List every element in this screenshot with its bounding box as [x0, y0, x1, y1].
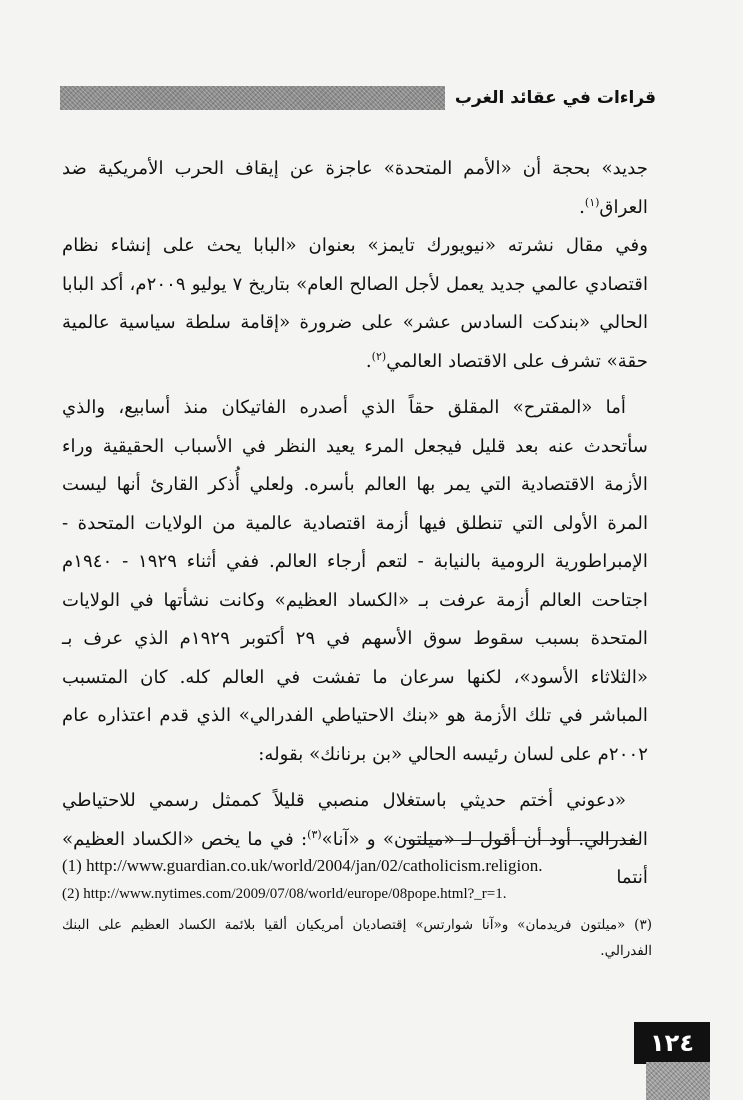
footnote-2: (2) http://www.nytimes.com/2009/07/08/world/europe/08pope.html?_r=1. — [62, 886, 507, 902]
footnote-separator — [404, 840, 638, 841]
body-text — [62, 150, 648, 898]
paragraph-2 — [62, 227, 648, 381]
paragraph-1-end: . — [579, 196, 585, 218]
page-number: ١٢٤ — [634, 1022, 710, 1064]
footnotes — [62, 852, 652, 964]
page-number-tab — [646, 1062, 710, 1100]
paragraph-2-end: . — [365, 350, 372, 372]
paragraph-3: أما «المقترح» المقلق حقاً الذي أصدره الفاتيكان منذ أسابيع، والذي سأتحدث عنه بعد قليل فيجعل المرء يعيد النظر في الأسباب الحقيقية وراء الأزمة الاقتصادية التي يمر بها العالم بأسره. ولعلي أُذكر القارئ أنها ليست المرة الأولى التي تنطلق فيها أزمة اقتصادية عالمية من الولايات المتحدة - الإمبراطورية الرومية بالنيابة - لتعم أرجاء العالم. ففي أثناء ١٩٢٩ - ١٩٤٠م اجتاحت العالم أزمة عرفت بـ «الكساد العظيم» وكانت نشأتها في الولايات المتحدة بسبب سقوط سوق الأسهم في ٢٩ أكتوبر ١٩٢٩م الذي عرف بـ «الثلاثاء الأسود»، لكنها سرعان ما تفشت في العالم كله. كان المتسبب المباشر في تلك الأزمة هو «بنك الاحتياطي الفدرالي» الذي قدم اعتذاره عام ٢٠٠٢م على لسان رئيسه الحالي «بن برنانك» بقوله: — [62, 397, 648, 765]
header-decorative-bar — [60, 86, 445, 110]
book-title: قراءات في عقائد الغرب — [454, 88, 656, 108]
running-header — [60, 84, 656, 112]
paragraph-1-text: جديد» بحجة أن «الأمم المتحدة» عاجزة عن إيقاف الحرب الأمريكية ضد العراق — [62, 158, 648, 218]
paragraph-2-text: وفي مقال نشرته «نيويورك تايمز» بعنوان «البابا يحث على إنشاء نظام اقتصادي عالمي جديد يعمل لأجل الصالح العام» بتاريخ ٧ يوليو ٢٠٠٩م، أكد البابا الحالي «بندكت السادس عشر» على ضرورة «إقامة سلطة سياسية عالمية حقة» تشرف على الاقتصاد العالمي — [62, 235, 648, 372]
paragraph-1 — [62, 150, 648, 227]
paragraph-4-text: «دعوني أختم حديثي باستغلال منصبي قليلاً كممثل رسمي للاحتياطي الفدرالي. أود أن أقول لـ «ميلتون» و «آنا» — [62, 790, 648, 850]
paragraph-4-end: : في ما يخص «الكساد العظيم» أنتما — [62, 828, 648, 888]
footnote-ref-2: (٢) — [371, 349, 387, 363]
footnote-1: (1) http://www.guardian.co.uk/world/2004/jan/02/catholicism.religion. — [62, 856, 543, 875]
footnote-ref-1: (١) — [584, 195, 600, 209]
footnote-ref-3: (٣) — [307, 827, 322, 841]
footnote-3: (٣) «ميلتون فريدمان» و«آنا شوارتس» إقتصاديان أمريكيان ألقيا بلائمة الكساد العظيم على البنك الفدرالي. — [62, 917, 652, 959]
